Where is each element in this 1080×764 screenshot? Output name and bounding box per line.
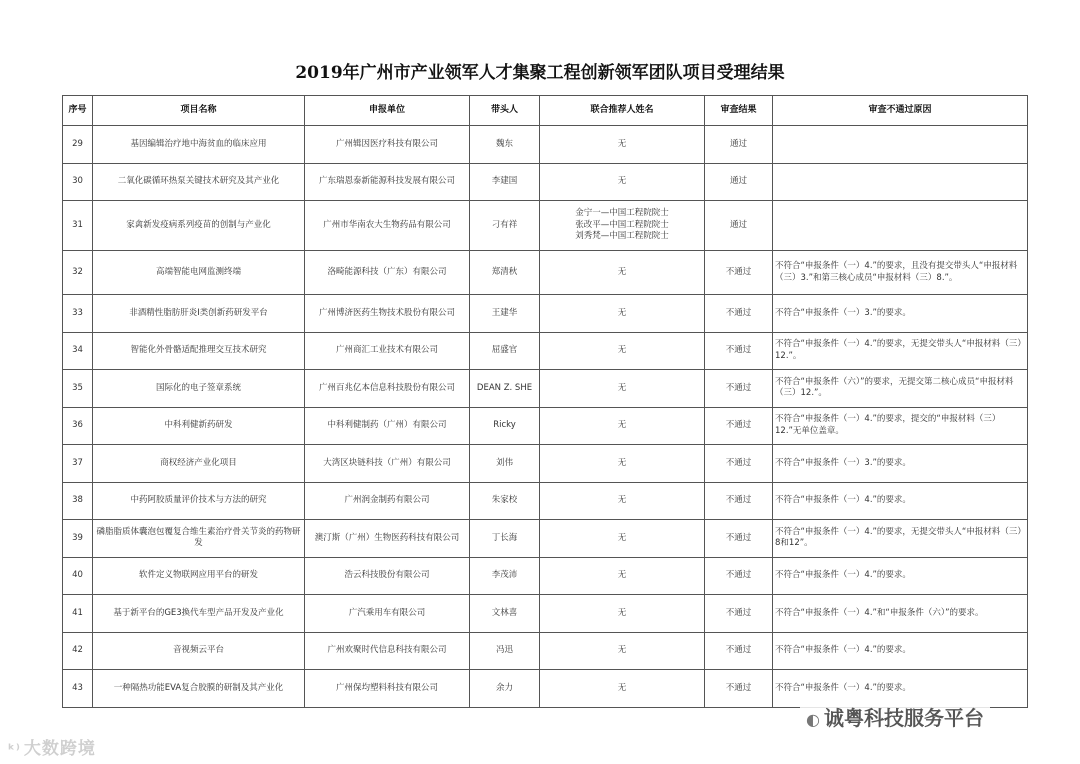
table-row bbox=[63, 163, 1028, 201]
cell-recommenders: 无 bbox=[540, 520, 705, 558]
table-row bbox=[63, 126, 1028, 164]
cell-recommenders: 无 bbox=[540, 126, 705, 164]
header-recommenders: 联合推荐人姓名 bbox=[540, 96, 705, 126]
cell-unit: 广汽乘用车有限公司 bbox=[305, 595, 470, 633]
table-row bbox=[63, 520, 1028, 558]
table-row bbox=[63, 557, 1028, 595]
cell-result: 不通过 bbox=[705, 557, 773, 595]
cell-result: 不通过 bbox=[705, 520, 773, 558]
cell-unit: 广州欢聚时代信息科技有限公司 bbox=[305, 632, 470, 670]
table-row bbox=[63, 370, 1028, 408]
cell-project: 基于新平台的GE3换代车型产品开发及产业化 bbox=[93, 595, 305, 633]
cell-reason: 不符合“申报条件（一）4.”的要求。 bbox=[773, 670, 1028, 708]
cell-unit: 广州保均塑料科技有限公司 bbox=[305, 670, 470, 708]
cell-recommenders: 无 bbox=[540, 295, 705, 333]
cell-leader: 朱家校 bbox=[470, 482, 540, 520]
cell-unit: 大湾区块链科技（广州）有限公司 bbox=[305, 445, 470, 483]
cell-reason bbox=[773, 163, 1028, 201]
cell-project: 国际化的电子签章系统 bbox=[93, 370, 305, 408]
cell-no: 39 bbox=[63, 520, 93, 558]
cell-unit: 广州市华南农大生物药品有限公司 bbox=[305, 201, 470, 251]
cell-no: 40 bbox=[63, 557, 93, 595]
cell-no: 32 bbox=[63, 251, 93, 295]
cell-result: 不通过 bbox=[705, 332, 773, 370]
cell-recommenders: 无 bbox=[540, 407, 705, 445]
cell-project: 商权经济产业化项目 bbox=[93, 445, 305, 483]
cell-reason: 不符合“申报条件（一）3.”的要求。 bbox=[773, 295, 1028, 333]
table-header-row bbox=[63, 96, 1028, 126]
cell-unit: 洛畸能源科技（广东）有限公司 bbox=[305, 251, 470, 295]
brand-logo-icon: ᵏ⁾ bbox=[8, 742, 21, 758]
cell-leader: 魏东 bbox=[470, 126, 540, 164]
cell-reason: 不符合“申报条件（一）4.”的要求。 bbox=[773, 632, 1028, 670]
cell-result: 不通过 bbox=[705, 445, 773, 483]
cell-leader: Ricky bbox=[470, 407, 540, 445]
cell-recommenders: 无 bbox=[540, 482, 705, 520]
header-result: 审查结果 bbox=[705, 96, 773, 126]
cell-no: 33 bbox=[63, 295, 93, 333]
table-row bbox=[63, 251, 1028, 295]
cell-project: 中药阿胶质量评价技术与方法的研究 bbox=[93, 482, 305, 520]
cell-unit: 广州博济医药生物技术股份有限公司 bbox=[305, 295, 470, 333]
cell-project: 基因编辑治疗地中海贫血的临床应用 bbox=[93, 126, 305, 164]
cell-no: 31 bbox=[63, 201, 93, 251]
table-row bbox=[63, 407, 1028, 445]
header-reason: 审查不通过原因 bbox=[773, 96, 1028, 126]
watermark-left-text: 大数跨境 bbox=[23, 739, 96, 759]
cell-reason: 不符合“申报条件（一）4.”的要求。 bbox=[773, 482, 1028, 520]
cell-reason: 不符合“申报条件（一）4.”的要求，无提交带头人“申报材料（三）8和12”。 bbox=[773, 520, 1028, 558]
cell-result: 不通过 bbox=[705, 595, 773, 633]
cell-reason: 不符合“申报条件（一）4.”的要求，且没有提交带头人“申报材料（三）3.”和第三核心成员“申报材料（三）8.”。 bbox=[773, 251, 1028, 295]
cell-reason: 不符合“申报条件（一）4.”和“申报条件（六）”的要求。 bbox=[773, 595, 1028, 633]
cell-result: 不通过 bbox=[705, 482, 773, 520]
cell-project: 非酒精性脂肪肝炎I类创新药研发平台 bbox=[93, 295, 305, 333]
cell-result: 不通过 bbox=[705, 370, 773, 408]
cell-recommenders: 金宁一—中国工程院院士 张改平—中国工程院院士 刘秀梵—中国工程院院士 bbox=[540, 201, 705, 251]
cell-unit: 浩云科技股份有限公司 bbox=[305, 557, 470, 595]
cell-leader: 李建国 bbox=[470, 163, 540, 201]
cell-leader: 郑清秋 bbox=[470, 251, 540, 295]
cell-reason: 不符合“申报条件（一）4.”的要求。 bbox=[773, 557, 1028, 595]
header-project: 项目名称 bbox=[93, 96, 305, 126]
cell-result: 通过 bbox=[705, 163, 773, 201]
cell-no: 34 bbox=[63, 332, 93, 370]
cell-no: 35 bbox=[63, 370, 93, 408]
cell-leader: 文林喜 bbox=[470, 595, 540, 633]
table-row bbox=[63, 295, 1028, 333]
cell-leader: 李茂沛 bbox=[470, 557, 540, 595]
cell-result: 不通过 bbox=[705, 295, 773, 333]
document-title: 2019年广州市产业领军人才集聚工程创新领军团队项目受理结果 bbox=[295, 63, 785, 83]
cell-result: 不通过 bbox=[705, 407, 773, 445]
cell-project: 智能化外骨骼适配推理交互技术研究 bbox=[93, 332, 305, 370]
cell-unit: 中科利健制药（广州）有限公司 bbox=[305, 407, 470, 445]
cell-unit: 广东瑞恩泰新能源科技发展有限公司 bbox=[305, 163, 470, 201]
cell-recommenders: 无 bbox=[540, 632, 705, 670]
header-unit: 申报单位 bbox=[305, 96, 470, 126]
cell-leader: 冯迅 bbox=[470, 632, 540, 670]
cell-unit: 广州百兆亿本信息科技股份有限公司 bbox=[305, 370, 470, 408]
table-row bbox=[63, 632, 1028, 670]
cell-project: 二氧化碳循环热泵关键技术研究及其产业化 bbox=[93, 163, 305, 201]
table-row bbox=[63, 332, 1028, 370]
cell-recommenders: 无 bbox=[540, 670, 705, 708]
cell-reason: 不符合“申报条件（一）4.”的要求，无提交带头人“申报材料（三）12.”。 bbox=[773, 332, 1028, 370]
cell-no: 43 bbox=[63, 670, 93, 708]
cell-result: 通过 bbox=[705, 126, 773, 164]
watermark-left bbox=[8, 734, 96, 759]
header-leader: 带头人 bbox=[470, 96, 540, 126]
cell-leader: 丁长海 bbox=[470, 520, 540, 558]
cell-reason: 不符合“申报条件（六）”的要求，无提交第二核心成员“申报材料（三）12.”。 bbox=[773, 370, 1028, 408]
cell-project: 中科利健新药研发 bbox=[93, 407, 305, 445]
cell-result: 不通过 bbox=[705, 670, 773, 708]
cell-reason: 不符合“申报条件（一）3.”的要求。 bbox=[773, 445, 1028, 483]
wechat-icon: ◐ bbox=[806, 710, 820, 729]
cell-no: 41 bbox=[63, 595, 93, 633]
watermark-right bbox=[800, 700, 990, 733]
cell-recommenders: 无 bbox=[540, 251, 705, 295]
cell-recommenders: 无 bbox=[540, 163, 705, 201]
cell-leader: 屈盛官 bbox=[470, 332, 540, 370]
cell-leader: 余力 bbox=[470, 670, 540, 708]
cell-leader: 王建华 bbox=[470, 295, 540, 333]
cell-no: 38 bbox=[63, 482, 93, 520]
table-row bbox=[63, 482, 1028, 520]
cell-unit: 广州润金制药有限公司 bbox=[305, 482, 470, 520]
cell-no: 29 bbox=[63, 126, 93, 164]
cell-no: 42 bbox=[63, 632, 93, 670]
cell-result: 不通过 bbox=[705, 632, 773, 670]
table-row bbox=[63, 595, 1028, 633]
cell-leader: 刁有祥 bbox=[470, 201, 540, 251]
cell-leader: 刘伟 bbox=[470, 445, 540, 483]
cell-reason bbox=[773, 126, 1028, 164]
results-table bbox=[62, 95, 1028, 708]
cell-unit: 广州商汇工业技术有限公司 bbox=[305, 332, 470, 370]
cell-project: 一种隔热功能EVA复合胶膜的研制及其产业化 bbox=[93, 670, 305, 708]
cell-project: 家禽新发疫病系列疫苗的创制与产业化 bbox=[93, 201, 305, 251]
cell-recommenders: 无 bbox=[540, 332, 705, 370]
table-row bbox=[63, 445, 1028, 483]
cell-result: 不通过 bbox=[705, 251, 773, 295]
cell-recommenders: 无 bbox=[540, 370, 705, 408]
cell-reason: 不符合“申报条件（一）4.”的要求，提交的“申报材料（三）12.”无单位盖章。 bbox=[773, 407, 1028, 445]
cell-project: 软件定义物联网应用平台的研发 bbox=[93, 557, 305, 595]
watermark-right-text: 诚粤科技服务平台 bbox=[823, 706, 984, 730]
cell-project: 磷脂脂质体囊泡包覆复合维生素治疗骨关节炎的药物研发 bbox=[93, 520, 305, 558]
cell-reason bbox=[773, 201, 1028, 251]
cell-recommenders: 无 bbox=[540, 595, 705, 633]
cell-no: 37 bbox=[63, 445, 93, 483]
cell-project: 高端智能电网监测终端 bbox=[93, 251, 305, 295]
cell-no: 30 bbox=[63, 163, 93, 201]
cell-recommenders: 无 bbox=[540, 445, 705, 483]
cell-unit: 广州辑因医疗科技有限公司 bbox=[305, 126, 470, 164]
cell-unit: 澳汀斯（广州）生物医药科技有限公司 bbox=[305, 520, 470, 558]
table-row bbox=[63, 201, 1028, 251]
cell-recommenders: 无 bbox=[540, 557, 705, 595]
cell-project: 音视频云平台 bbox=[93, 632, 305, 670]
cell-no: 36 bbox=[63, 407, 93, 445]
cell-result: 通过 bbox=[705, 201, 773, 251]
cell-leader: DEAN Z. SHE bbox=[470, 370, 540, 408]
header-no: 序号 bbox=[63, 96, 93, 126]
